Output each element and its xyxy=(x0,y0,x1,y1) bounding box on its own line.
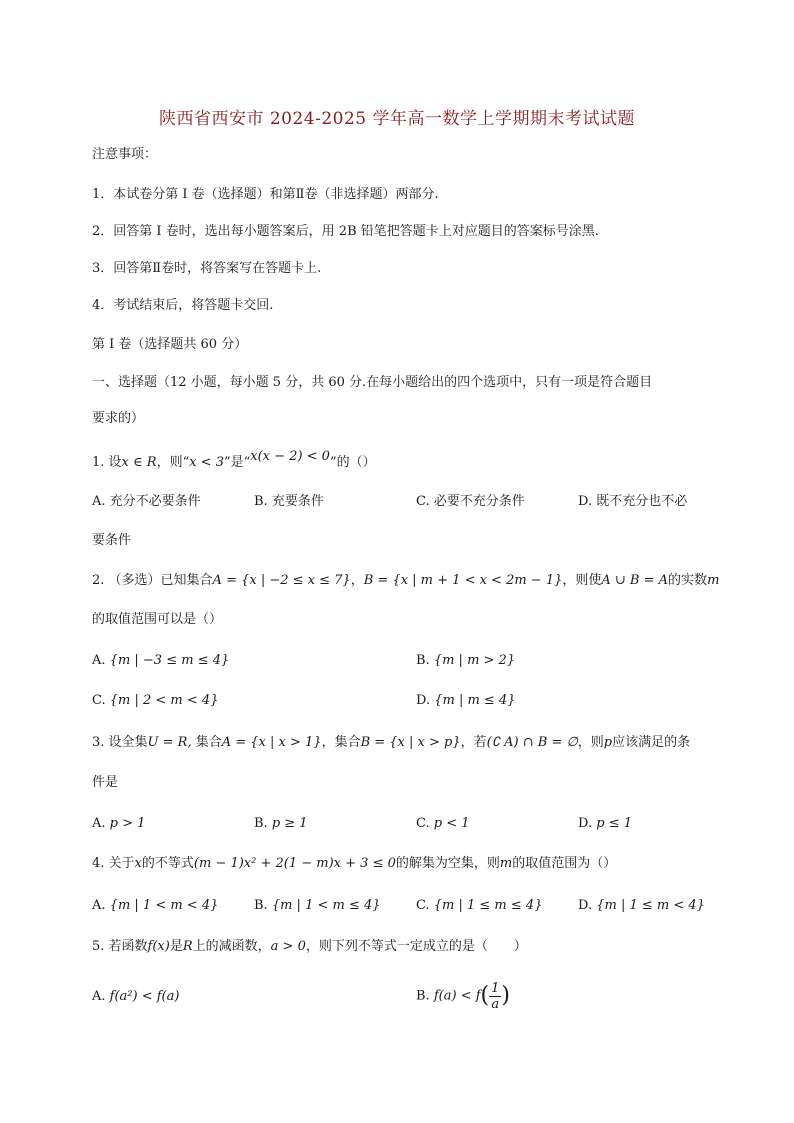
q1-option-c: C. 必要不充分条件 xyxy=(416,494,525,509)
question-4-stem xyxy=(92,855,616,873)
q3-opt-b-label: B. xyxy=(254,816,268,831)
q1-mid2: ”是“ xyxy=(223,455,251,470)
q1-option-a: A. 充分不必要条件 xyxy=(92,494,201,509)
q2-mid: ，则使 xyxy=(562,573,602,588)
page-title: 陕西省西安市 2024-2025 学年高一数学上学期期末考试试题 xyxy=(158,109,636,129)
q2-opt-a-label: A. xyxy=(92,653,106,668)
q4-opt-d-value: {m | 1 ≤ m < 4} xyxy=(596,898,705,913)
q5-mid1: 是 xyxy=(169,939,183,954)
q2-opt-c-label: C. xyxy=(92,693,106,708)
q4-opt-c-value: {m | 1 ≤ m ≤ 4} xyxy=(433,898,543,913)
section-instructions: 一、选择题（12 小题，每小题 5 分，共 60 分.在每小题给出的四个选项中，只有一项是符合题目 xyxy=(92,375,653,390)
q2-comma: ， xyxy=(350,573,364,588)
q2-var-m: m xyxy=(707,573,720,588)
q2-option-b xyxy=(416,652,515,670)
q4-suffix: 的取值范围为（） xyxy=(512,856,617,871)
q2-suffix: 的实数 xyxy=(668,573,708,588)
q2-opt-b-label: B. xyxy=(416,653,430,668)
q3-mid4: ，则 xyxy=(577,735,604,750)
q1-mid1: ，则“ xyxy=(156,455,190,470)
q1-suffix: ”的（） xyxy=(329,455,376,470)
q5-var-r: R xyxy=(182,939,193,954)
q4-opt-a-label: A. xyxy=(92,898,106,913)
notice-item-3: 3．回答第Ⅱ卷时，将答案写在答题卡上. xyxy=(92,261,322,276)
notice-heading: 注意事项： xyxy=(92,147,158,162)
q4-prefix: 4. 关于 xyxy=(92,856,135,871)
q3-condition: (∁ A) ∩ B = ∅ xyxy=(486,735,578,750)
q3-mid3: ，若 xyxy=(460,735,487,750)
q2-prefix: 2. （多选）已知集合 xyxy=(92,573,213,588)
q1-cond2: x(x − 2) < 0 xyxy=(250,449,330,464)
q4-var-x: x xyxy=(134,856,142,871)
q3-mid1: 集合 xyxy=(191,735,222,750)
q2-stem-cont: 的取值范围可以是（） xyxy=(92,612,223,627)
q5-opt-b-label: B. xyxy=(416,988,430,1004)
q4-opt-d-label: D. xyxy=(578,898,593,913)
q4-mid2: 的解集为空集，则 xyxy=(395,856,500,871)
question-5-stem xyxy=(92,938,527,956)
section-instructions-cont: 要求的） xyxy=(92,411,145,426)
part1-heading: 第 I 卷（选择题共 60 分） xyxy=(92,337,248,352)
q2-opt-a-value: {m | −3 ≤ m ≤ 4} xyxy=(109,653,230,668)
q5-fraction xyxy=(489,981,501,1012)
q3-suffix: 应该满足的条 xyxy=(612,735,691,750)
q2-union: A ∪ B = A xyxy=(601,573,669,588)
q3-option-b xyxy=(254,815,308,833)
q3-option-c xyxy=(416,815,470,833)
q2-set-a: A = {x | −2 ≤ x ≤ 7} xyxy=(212,573,351,588)
q2-option-a xyxy=(92,652,229,670)
q4-option-a xyxy=(92,897,218,915)
q5-left-paren: ( xyxy=(480,983,490,1008)
q3-opt-d-value: p ≤ 1 xyxy=(596,816,632,831)
q1-option-d-cont: 要条件 xyxy=(92,533,132,548)
q2-option-d xyxy=(416,692,516,710)
q3-mid2: ，集合 xyxy=(321,735,361,750)
q1-option-d: D. 既不充分也不必 xyxy=(578,494,688,509)
q3-prefix: 3. 设全集 xyxy=(92,735,148,750)
q3-opt-d-label: D. xyxy=(578,816,593,831)
q4-var-m: m xyxy=(499,856,513,871)
q2-opt-d-label: D. xyxy=(416,693,431,708)
q5-a-positive: a > 0 xyxy=(270,939,306,954)
q4-opt-c-label: C. xyxy=(416,898,430,913)
q4-opt-b-label: B. xyxy=(254,898,268,913)
q2-set-b: B = {x | m + 1 < x < 2m − 1} xyxy=(363,573,563,588)
question-1-stem xyxy=(92,449,376,472)
q5-option-a xyxy=(92,988,179,1006)
q4-inequality: (m − 1)x² + 2(1 − m)x + 3 ≤ 0 xyxy=(193,856,396,871)
q3-option-d xyxy=(578,815,632,833)
q4-mid1: 的不等式 xyxy=(141,856,194,871)
q1-cond1: x < 3 xyxy=(189,455,224,470)
q5-fraction-denominator: a xyxy=(491,996,500,1012)
q3-set-b: B = {x | x > p} xyxy=(360,735,461,750)
q2-opt-b-value: {m | m > 2} xyxy=(433,653,516,668)
q2-option-c xyxy=(92,692,218,710)
q5-suffix: ，则下列不等式一定成立的是（ ） xyxy=(305,939,527,954)
q3-opt-c-label: C. xyxy=(416,816,430,831)
q3-opt-a-label: A. xyxy=(92,816,106,831)
q4-opt-a-value: {m | 1 < m < 4} xyxy=(109,898,219,913)
q3-opt-a-value: p > 1 xyxy=(109,816,146,831)
q5-right-paren: ) xyxy=(501,983,510,1008)
q4-opt-b-value: {m | 1 < m ≤ 4} xyxy=(271,898,381,913)
q4-option-d xyxy=(578,897,705,915)
q2-opt-c-value: {m | 2 < m < 4} xyxy=(109,693,219,708)
q3-opt-c-value: p < 1 xyxy=(433,816,470,831)
notice-item-2: 2．回答第 I 卷时，选出每小题答案后，用 2B 铅笔把答题卡上对应题目的答案标号涂黑. xyxy=(92,224,599,239)
q3-set-a: A = {x | x > 1} xyxy=(221,735,322,750)
q5-opt-a-label: A. xyxy=(92,989,106,1004)
q2-opt-d-value: {m | m ≤ 4} xyxy=(434,693,516,708)
q5-fraction-numerator: 1 xyxy=(491,980,500,996)
q3-opt-b-value: p ≥ 1 xyxy=(271,816,308,831)
q5-opt-a-value: f(a²) < f(a) xyxy=(109,989,180,1004)
q1-x-in-r: x ∈ R xyxy=(121,455,157,470)
question-3-stem xyxy=(92,734,690,752)
q5-option-b xyxy=(416,970,510,1023)
q5-prefix: 5. 若函数 xyxy=(92,939,148,954)
notice-item-1: 1．本试卷分第 I 卷（选择题）和第Ⅱ卷（非选择题）两部分. xyxy=(92,187,439,202)
q3-stem-cont: 件是 xyxy=(92,775,119,790)
question-2-stem xyxy=(92,572,719,590)
q4-option-b xyxy=(254,897,381,915)
q1-prefix: 1. 设 xyxy=(92,455,122,470)
q3-option-a xyxy=(92,815,145,833)
q5-opt-b-lhs: f(a) < f xyxy=(433,988,481,1004)
notice-item-4: 4．考试结束后，将答题卡交回. xyxy=(92,298,274,313)
q5-mid2: 上的减函数， xyxy=(192,939,271,954)
q3-var-p: p xyxy=(603,735,613,750)
q1-option-b: B. 充要条件 xyxy=(254,494,324,509)
q4-option-c xyxy=(416,897,542,915)
q3-universe: U = R, xyxy=(147,735,192,750)
q5-fx: f(x) xyxy=(147,939,170,954)
